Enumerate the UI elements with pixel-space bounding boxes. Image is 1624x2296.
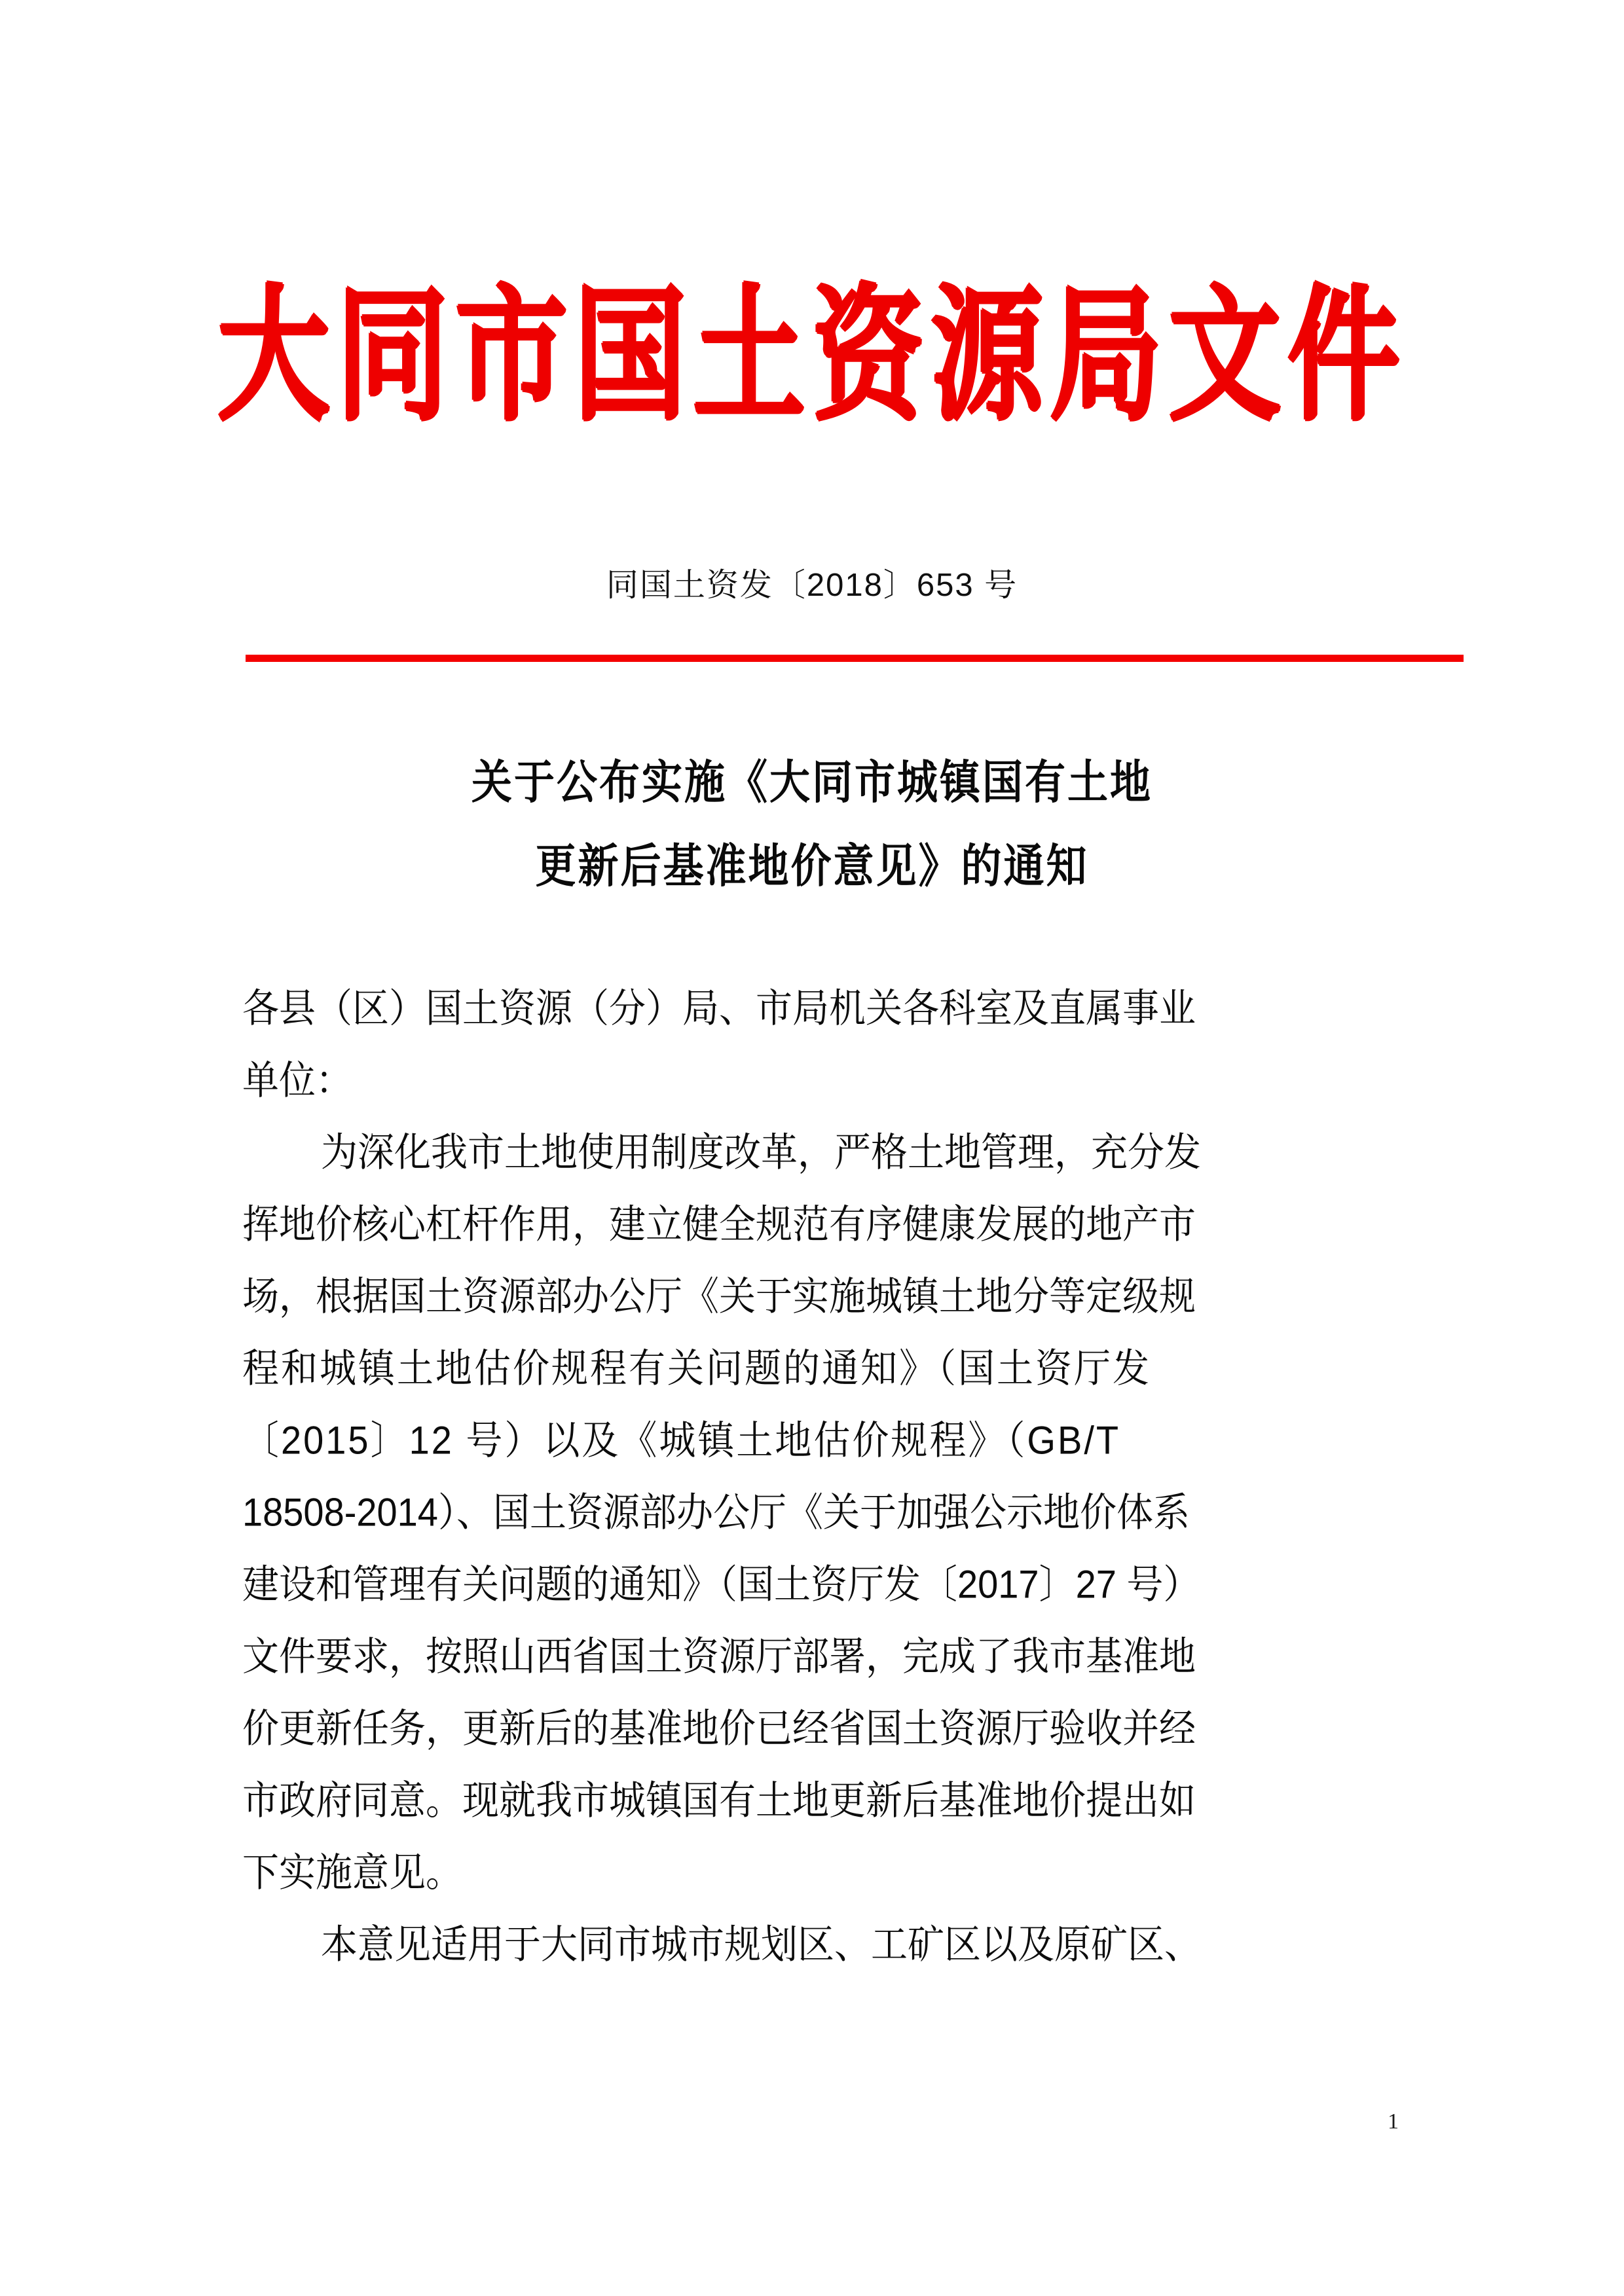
notice-title [0, 741, 1624, 909]
masthead-title: 大同市国土资源局文件 [217, 277, 1407, 438]
masthead [0, 277, 1624, 438]
body-line-10: 文件要求，按照山西省国土资源厅部署，完成了我市基准地 [242, 1633, 1196, 1679]
body-line-2: 单位： [242, 1057, 352, 1102]
body-line-9: 建设和管理有关问题的通知》（国土资厅发〔2017〕27 号） [242, 1561, 1200, 1607]
body-text [242, 972, 1467, 1980]
body-line-5: 场，根据国土资源部办公厅《关于实施城镇土地分等定级规 [242, 1273, 1196, 1319]
red-divider-rule [246, 655, 1464, 662]
document-serial-number: 同国土资发〔2018〕653 号 [606, 568, 1018, 603]
body-line-11: 价更新任务，更新后的基准地价已经省国土资源厅验收并经 [242, 1705, 1196, 1751]
notice-title-line-2: 更新后基准地价意见》的通知 [535, 841, 1089, 892]
body-line-14: 本意见适用于大同市城市规划区、工矿区以及原矿区、 [321, 1922, 1201, 1967]
body-line-6: 程和城镇土地估价规程有关问题的通知》（国土资厅发 [242, 1345, 1151, 1391]
page-number: 1 [1388, 2109, 1399, 2134]
body-line-7: 〔2015〕12 号）以及《城镇土地估价规程》（GB/T [242, 1417, 1121, 1463]
body-line-3: 为深化我市土地使用制度改革，严格土地管理，充分发 [321, 1129, 1201, 1175]
notice-title-line-1: 关于公布实施《大同市城镇国有土地 [471, 757, 1153, 809]
body-line-12: 市政府同意。现就我市城镇国有土地更新后基准地价提出如 [242, 1777, 1196, 1823]
body-line-1: 各县（区）国土资源（分）局、市局机关各科室及直属事业 [242, 985, 1196, 1030]
body-line-4: 挥地价核心杠杆作用，建立健全规范有序健康发展的地产市 [242, 1201, 1196, 1247]
body-line-8: 18508-2014）、国土资源部办公厅《关于加强公示地价体系 [242, 1489, 1190, 1535]
body-line-13: 下实施意见。 [242, 1850, 462, 1895]
